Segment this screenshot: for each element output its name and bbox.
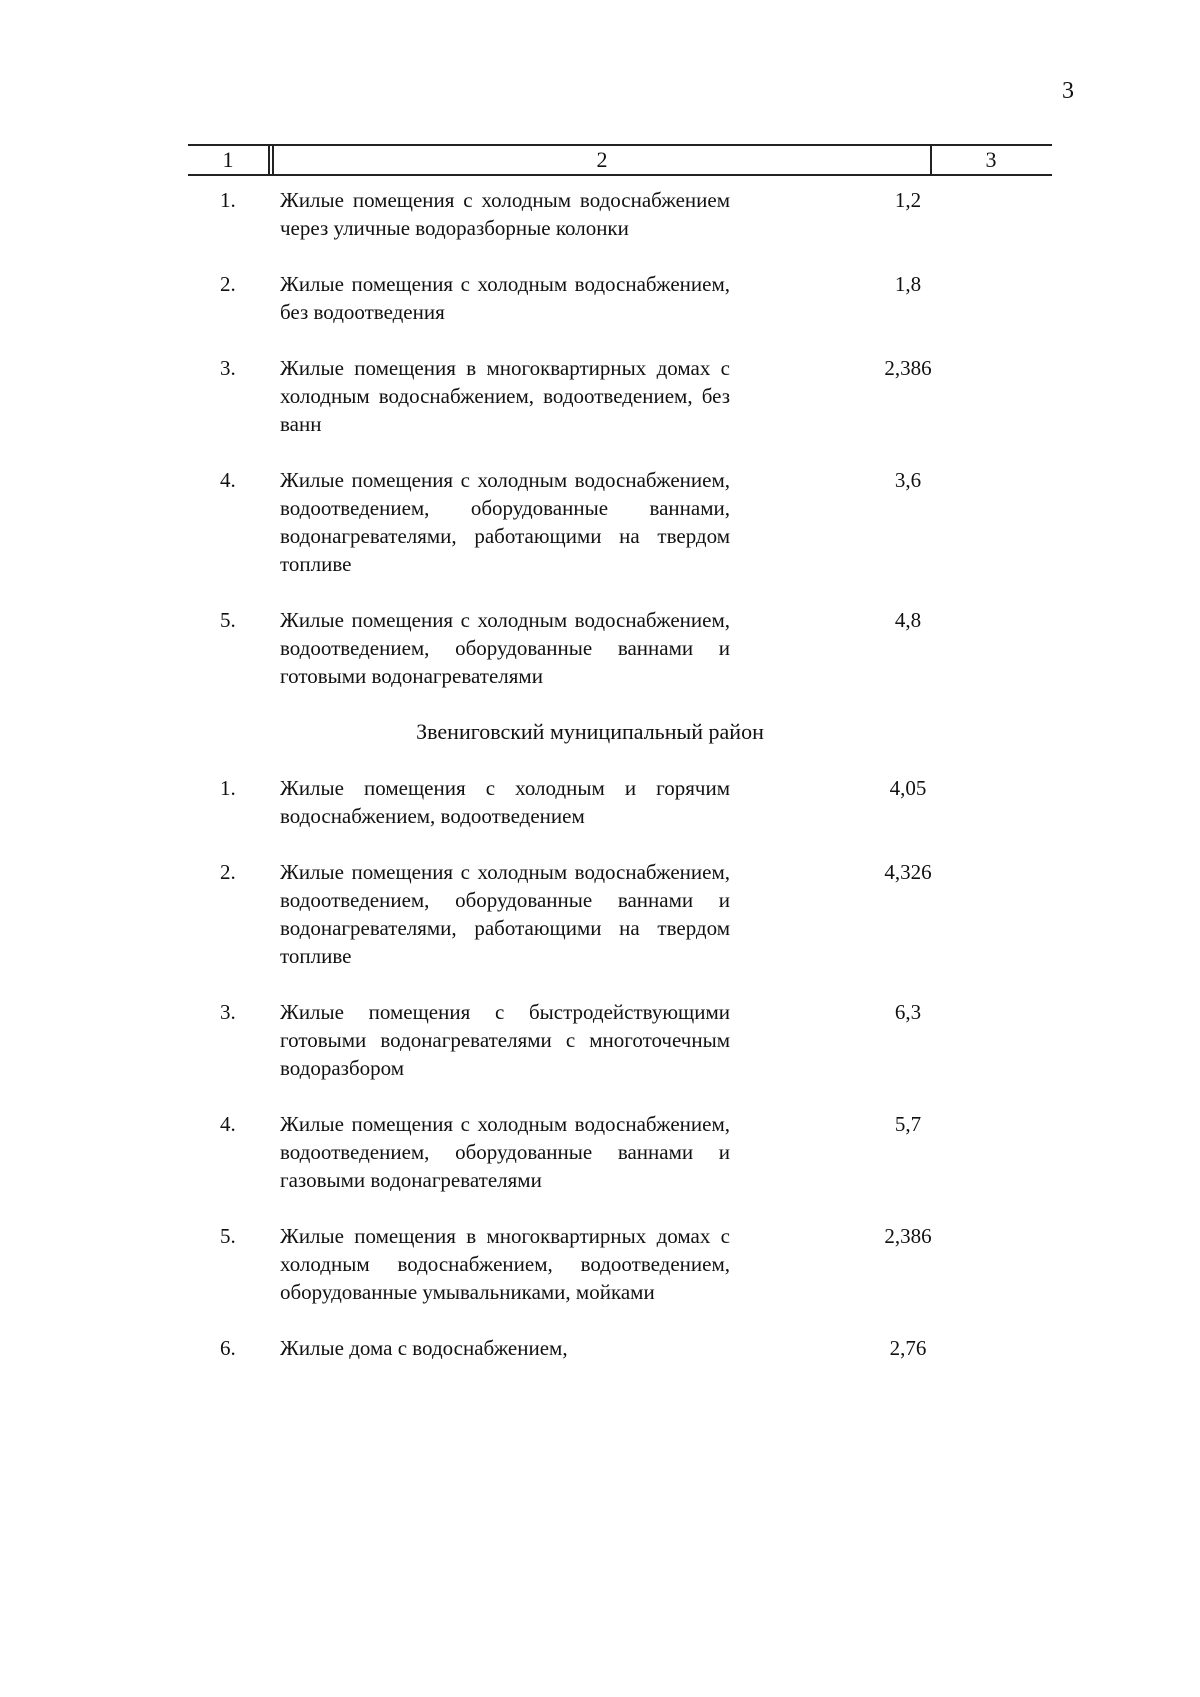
row-number: 6. xyxy=(220,1336,236,1360)
table-row xyxy=(188,1334,1052,1362)
row-number: 4. xyxy=(220,1112,236,1136)
row-value: 1,8 xyxy=(894,272,922,296)
row-value: 1,2 xyxy=(894,188,922,212)
row-description: Жилые дома с водоснабжением, xyxy=(280,1336,568,1360)
row-value: 5,7 xyxy=(894,1112,922,1136)
page-number: 3 xyxy=(1062,78,1074,104)
row-number: 4. xyxy=(220,468,236,492)
table-row xyxy=(188,774,1052,830)
table-body xyxy=(188,186,1052,1362)
row-number: 3. xyxy=(220,1000,236,1024)
table-row xyxy=(188,606,1052,690)
table-row xyxy=(188,466,1052,578)
row-number: 1. xyxy=(220,188,236,212)
row-description: Жилые помещения с быстродействующими готовыми водонагревателями с многоточечным водоразбором xyxy=(280,1000,730,1080)
row-number: 2. xyxy=(220,860,236,884)
header-col-3: 3 xyxy=(985,147,997,172)
row-number: 5. xyxy=(220,1224,236,1248)
row-description: Жилые помещения с холодным водоснабжением, без водоотведения xyxy=(280,272,730,324)
row-description: Жилые помещения с холодным водоснабжением через уличные водоразборные колонки xyxy=(280,188,730,240)
table-header xyxy=(188,144,1052,176)
row-value: 4,326 xyxy=(884,860,932,884)
row-description: Жилые помещения в многоквартирных домах с холодным водоснабжением, водоотведением, без ванн xyxy=(280,356,730,436)
row-description: Жилые помещения с холодным водоснабжением, водоотведением, оборудованные ваннами и газовыми водонагревателями xyxy=(280,1112,730,1192)
row-value: 4,05 xyxy=(889,776,927,800)
row-number: 3. xyxy=(220,356,236,380)
table-row xyxy=(188,858,1052,970)
table-row xyxy=(188,186,1052,242)
row-description: Жилые помещения с холодным водоснабжением, водоотведением, оборудованные ваннами и водонагревателями, работающими на твердом топливе xyxy=(280,860,730,968)
row-description: Жилые помещения с холодным и горячим водоснабжением, водоотведением xyxy=(280,776,730,828)
row-description: Жилые помещения с холодным водоснабжением, водоотведением, оборудованные ваннами, водонагревателями, работающими на твердом топливе xyxy=(280,468,730,576)
row-number: 5. xyxy=(220,608,236,632)
table-row xyxy=(188,998,1052,1082)
row-value: 6,3 xyxy=(894,1000,922,1024)
row-value: 4,8 xyxy=(894,608,922,632)
row-number: 2. xyxy=(220,272,236,296)
header-col-2: 2 xyxy=(272,146,932,174)
table-row xyxy=(188,354,1052,438)
row-value: 2,76 xyxy=(889,1336,927,1360)
row-value: 2,386 xyxy=(884,356,932,380)
row-value: 2,386 xyxy=(884,1224,932,1248)
table-row xyxy=(188,270,1052,326)
section-title: Звениговский муниципальный район xyxy=(416,719,764,744)
table-row xyxy=(188,1222,1052,1306)
row-description: Жилые помещения с холодным водоснабжением, водоотведением, оборудованные ваннами и готовыми водонагревателями xyxy=(280,608,730,688)
row-description: Жилые помещения в многоквартирных домах с холодным водоснабжением, водоотведением, оборудованные умывальниками, мойками xyxy=(280,1224,730,1304)
row-number: 1. xyxy=(220,776,236,800)
table-row xyxy=(188,1110,1052,1194)
header-col-1: 1 xyxy=(188,146,270,174)
row-value: 3,6 xyxy=(894,468,922,492)
